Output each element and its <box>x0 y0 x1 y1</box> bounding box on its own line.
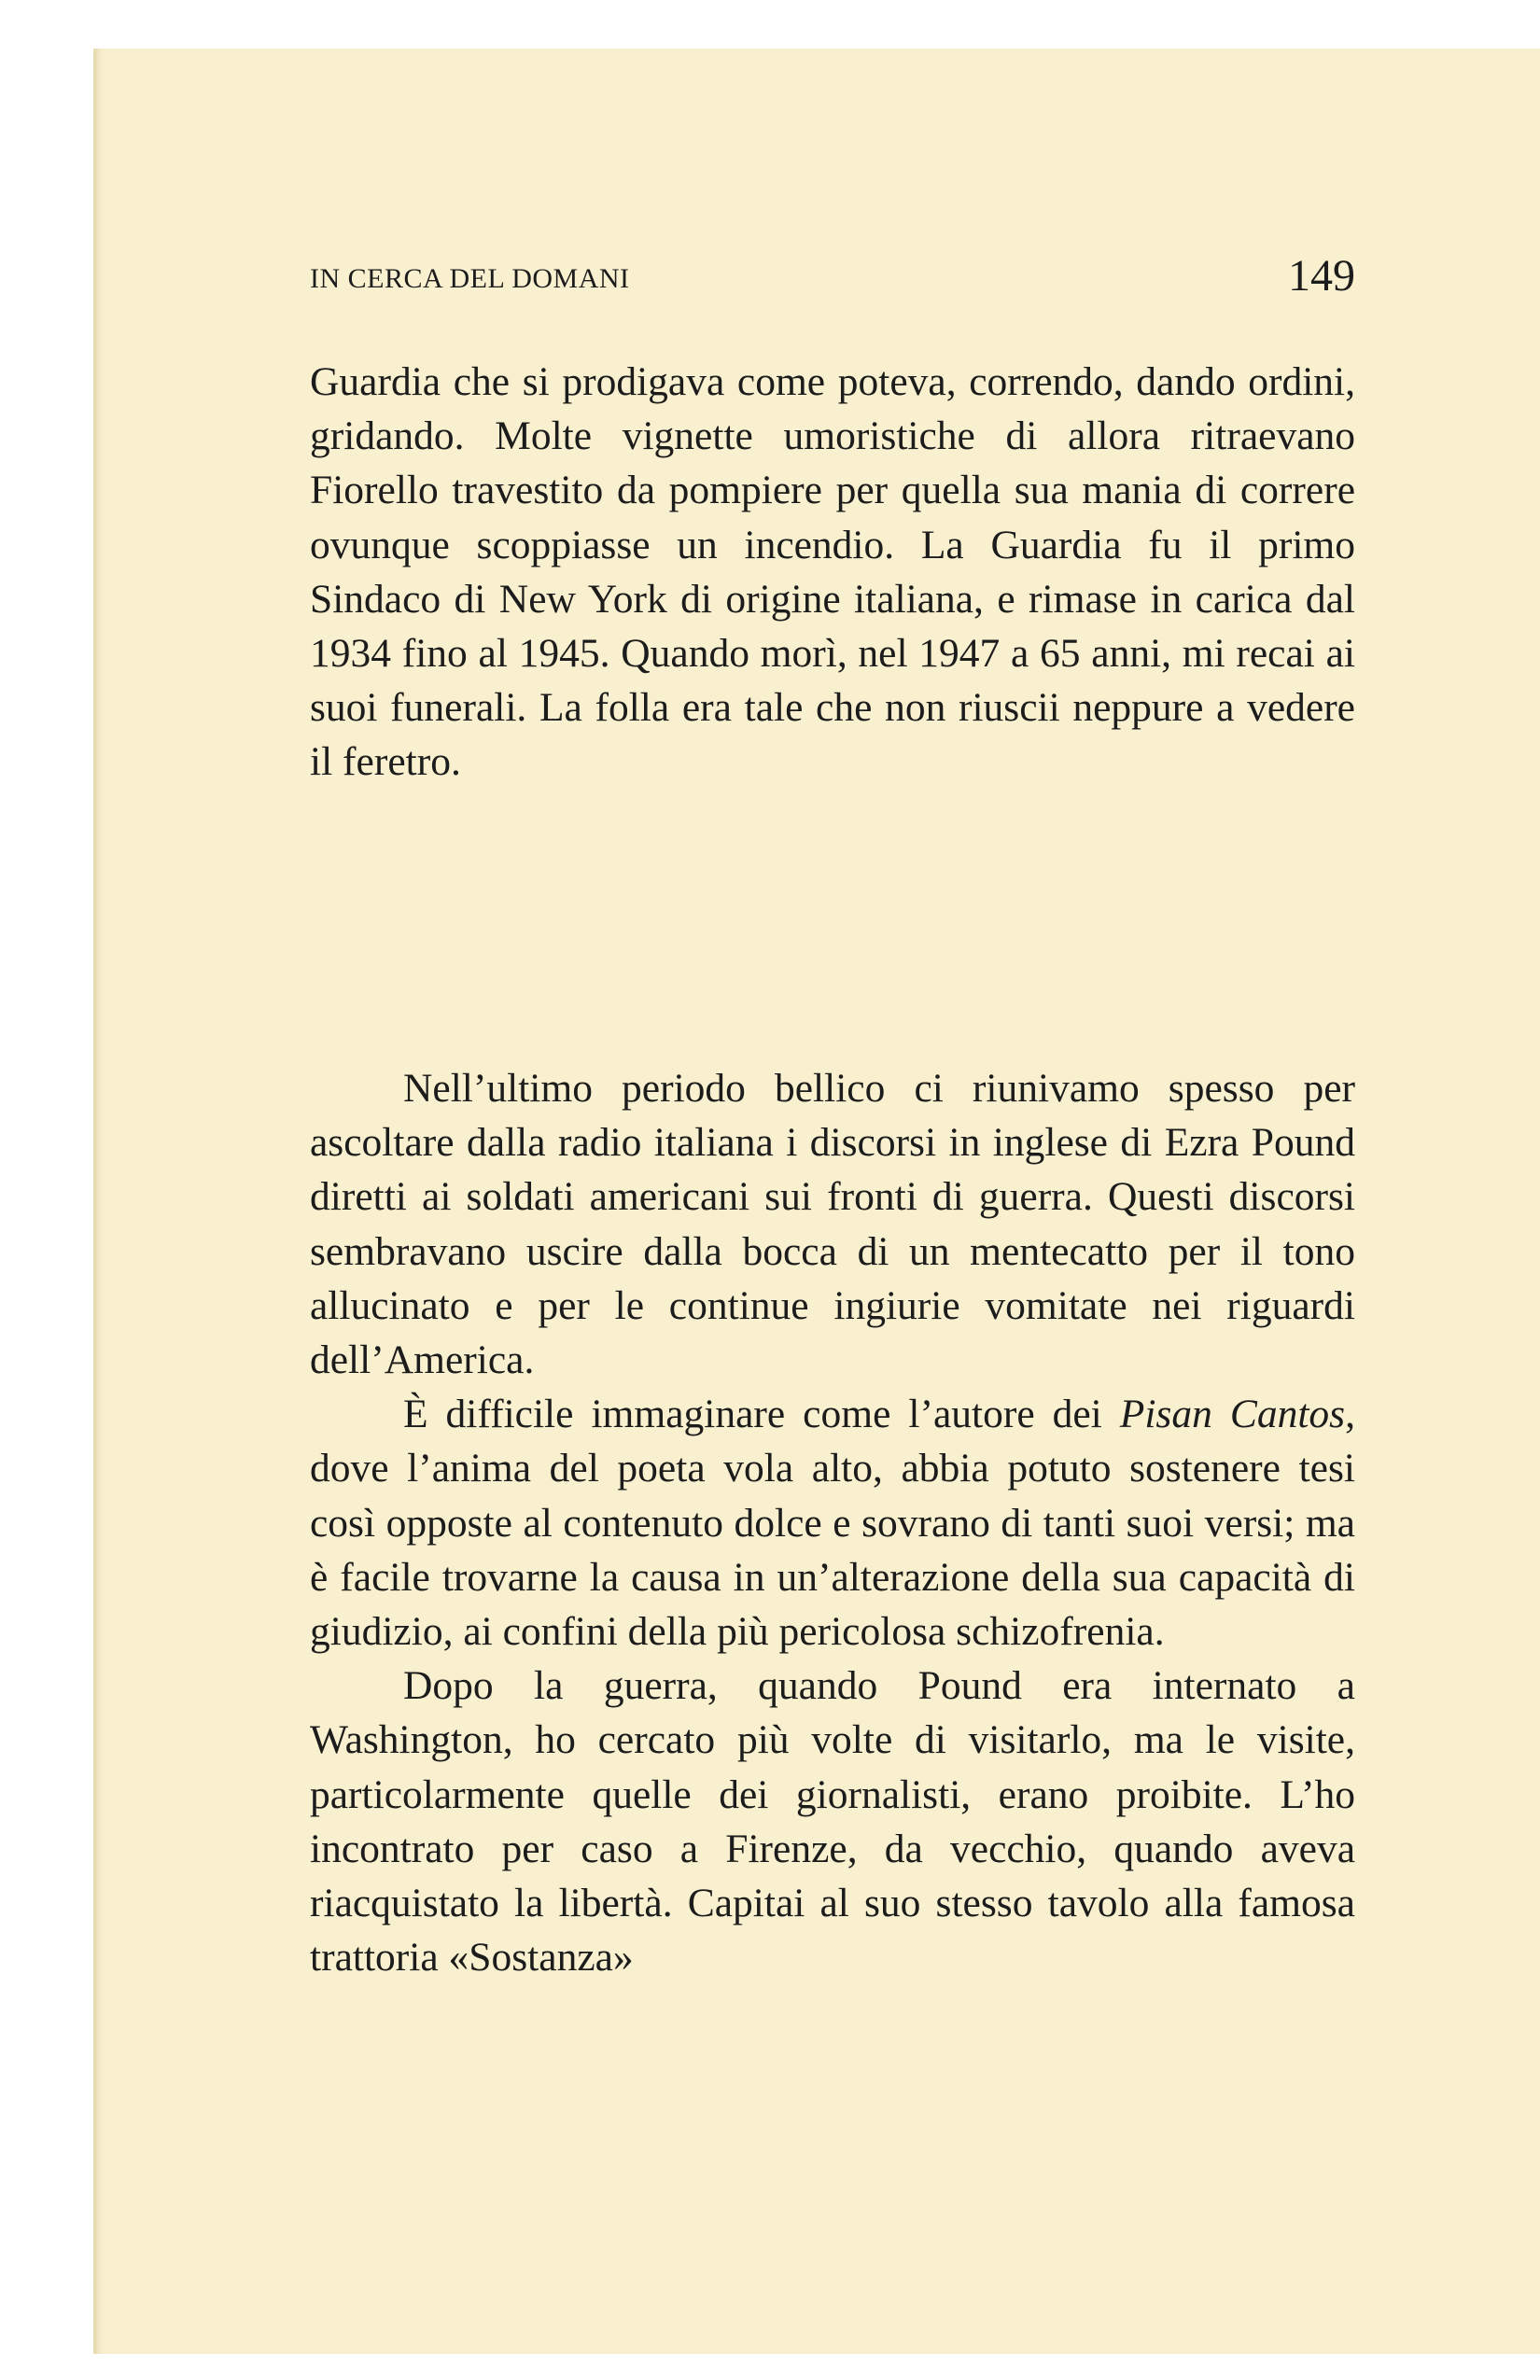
text-block-continuation <box>310 355 1355 790</box>
page-number: 149 <box>1288 251 1355 301</box>
paragraph-ezra-pound-radio: Nell’ultimo periodo bellico ci riunivamo spesso per ascoltare dalla radio italiana i discorsi in inglese di Ezra Pound diretti ai soldati americani sui fronti di guerra. Questi discorsi sembravano uscire dalla bocca di un mentecatto per il tono allucinato e per le continue ingiurie vomitate nei riguardi dell’America. <box>310 1066 1355 1383</box>
paragraph-la-guardia: Guardia che si prodigava come poteva, correndo, dando ordini, gridando. Molte vignette umoristiche di allora ritraevano Fiorello travestito da pompiere per quella sua mania di correre ovunque scoppiasse un incendio. La Guardia fu il primo Sindaco di New York di origine italiana, e rimase in carica dal 1934 fino al 1945. Quando morì, nel 1947 a 65 anni, mi recai ai suoi funerali. La folla era tale che non riuscii neppure a vedere il feretro. <box>310 359 1355 785</box>
pisan-cantos-lead: È difficile immaginare come l’autore dei <box>403 1392 1120 1437</box>
running-head <box>310 250 1355 306</box>
paragraph-washington-florence: Dopo la guerra, quando Pound era internato a Washington, ho cercato più volte di visitarlo, ma le visite, particolarmente quelle dei giornalisti, erano proibite. L’ho incontrato per caso a Firenze, da vecchio, quando aveva riacquistato la libertà. Capitai al suo stesso tavolo alla famosa trattoria «Sostanza» <box>310 1663 1355 1981</box>
book-title-italic: Pisan Cantos <box>1119 1392 1346 1437</box>
pisan-cantos-rest: , dove l’anima del poeta vola alto, abbia potuto sostenere tesi così opposte al contenuto dolce e sovrano di tanti suoi versi; ma è facile trovarne la causa in un’alterazione della sua capacità di giudizio, ai confini della più pericolosa schizofrenia. <box>310 1392 1355 1655</box>
text-block-new-section <box>310 1061 1355 1984</box>
running-title: IN CERCA DEL DOMANI <box>310 263 630 294</box>
paragraph-pisan-cantos <box>310 1387 1355 1659</box>
